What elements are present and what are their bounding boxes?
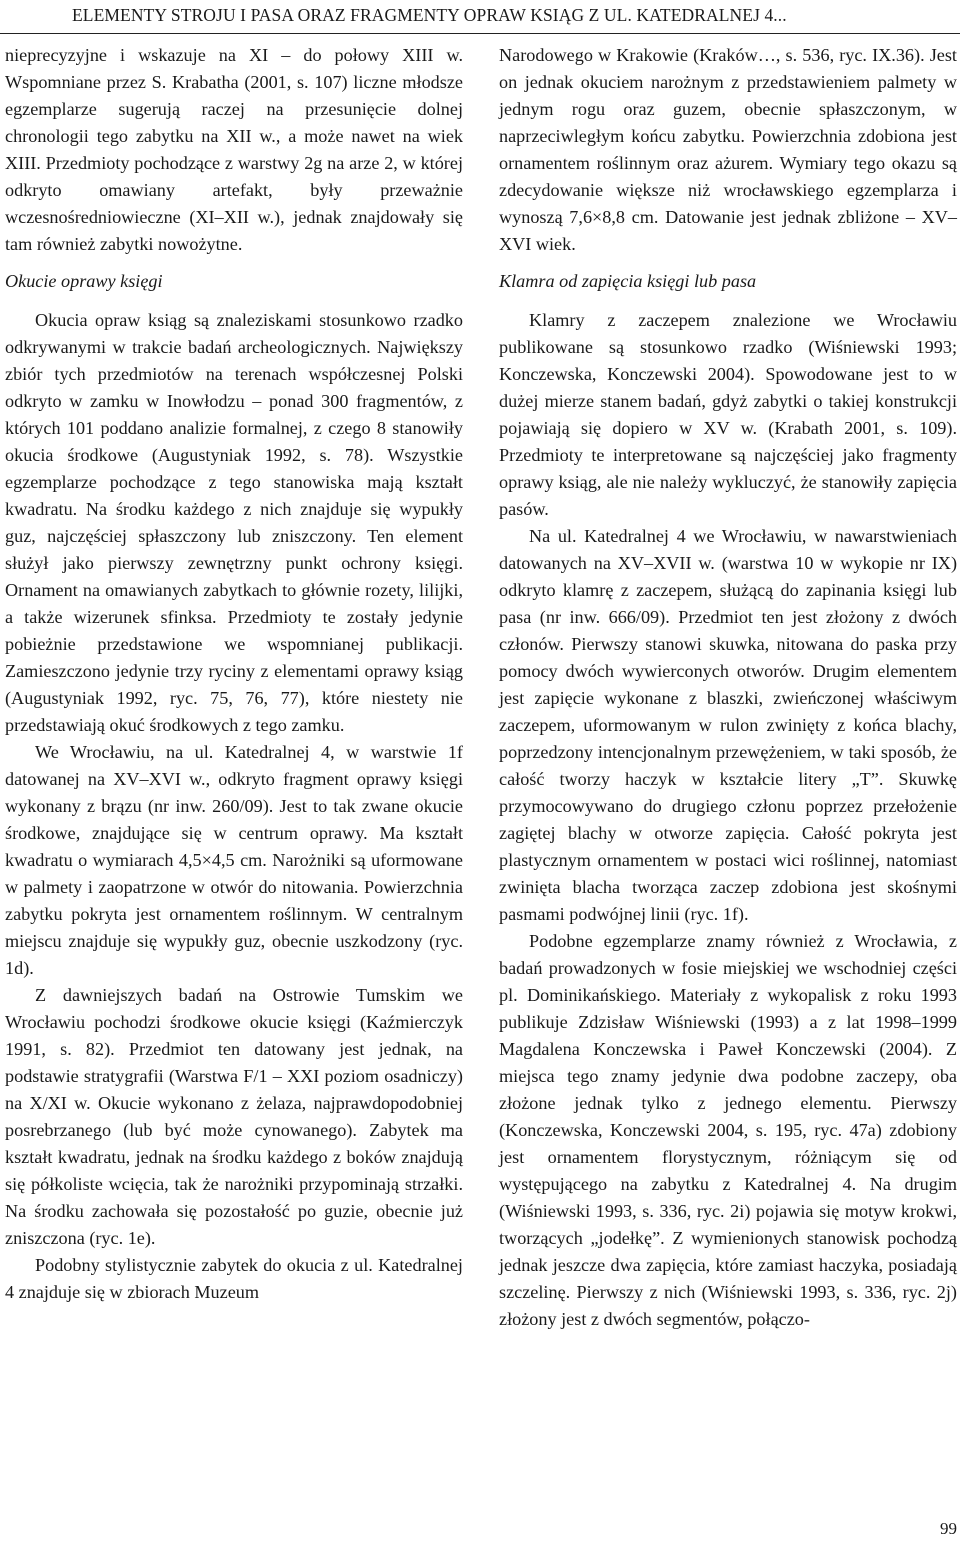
section-heading-clasp: Klamra od zapięcia księgi lub pasa [499, 271, 757, 291]
right-column [499, 42, 957, 1333]
paragraph-continued: nieprecyzyjne i wskazuje na XI – do połowy XIII w. Wspomniane przez S. Krabatha (2001, s. 107) liczne młodsze egzemplarze sugerują raczej na przesunięcie dolnej chronologii tego zabytku na XII w., a może nawet na wiek XIII. Przedmioty pochodzące z warstwy 2g na arze 2, w której odkryto omawiany artefakt, były przeważnie wczesnośredniowieczne (XI–XII w.), jednak znajdowały się tam również zabytki nowożytne. [5, 45, 463, 254]
paragraph: Z dawniejszych badań na Ostrowie Tumskim we Wrocławiu pochodzi środkowe okucie księgi (Kaźmierczyk 1991, s. 82). Przedmiot ten datowany jest jednak, na podstawie stratygrafii (Warstwa F/1 – XXI poziom osadniczy) na X/XI w. Okucie wykonano z żelaza, najprawdopodobniej posrebrzanego (lub być może cynowanego). Zabytek ma kształt kwadratu, jednak na środku każdego z boków znajdują się półkoliste wcięcia, tak że narożniki przypominają strzałki. Na środku zachowała się pozostałość po guzie, obecnie już zniszczona (ryc. 1e). [5, 985, 463, 1248]
paragraph: Podobne egzemplarze znamy również z Wrocławia, z badań prowadzonych w fosie miejskiej we wschodniej części pl. Dominikańskiego. Materiały z wykopalisk z roku 1993 publikuje Zdzisław Wiśniewski (1993) a z lat 1998–1999 Magdalena Konczewska i Paweł Konczewski (2004). Z miejsca tego znamy jedynie dwa podobne zaczepy, oba złożone jednak tylko z jednego elementu. Pierwszy (Konczewska, Konczewski 2004, s. 195, ryc. 47a) zdobiony jest ornamentem florystycznym, różniącym się od występującego na zabytku z Katedralnej 4. Na drugim (Wiśniewski 1993, s. 336, ryc. 2i) pojawia się motyw krokwi, tworzących „jodełkę”. Z wymienionych stanowisk pochodzą jednak jeszcze dwa zapięcia, które zamiast haczyka, posiadają szczelinę. Pierwszy z nich (Wiśniewski 1993, s. 336, ryc. 2j) złożony jest z dwóch segmentów, połączo- [499, 931, 957, 1329]
section-heading-book-fitting: Okucie oprawy księgi [5, 271, 163, 291]
running-head: ELEMENTY STROJU I PASA ORAZ FRAGMENTY OPRAW KSIĄG Z UL. KATEDRALNEJ 4... [72, 5, 787, 25]
page-number: 99 [940, 1519, 957, 1538]
paragraph: Podobny stylistycznie zabytek do okucia z ul. Katedralnej 4 znajduje się w zbiorach Muzeum [5, 1255, 463, 1302]
header-rule [0, 33, 960, 34]
left-column [5, 42, 463, 1306]
paragraph: We Wrocławiu, na ul. Katedralnej 4, w warstwie 1f datowanej na XV–XVI w., odkryto fragment oprawy księgi wykonany z brązu (nr inw. 260/09). Jest to tak zwane okucie środkowe, znajdujące się w centrum oprawy. Ma kształt kwadratu o wymiarach 4,5×4,5 cm. Narożniki są uformowane w palmety i zaopatrzone w otwór do nitowania. Powierzchnia zabytku pokryta jest ornamentem roślinnym. W centralnym miejscu znajduje się wypukły guz, obecnie uszkodzony (ryc. 1d). [5, 742, 463, 978]
paragraph: Okucia opraw ksiąg są znaleziskami stosunkowo rzadko odkrywanymi w trakcie badań archeologicznych. Największy zbiór tych przedmiotów na terenach współczesnej Polski odkryto w zamku w Inowłodzu – ponad 300 fragmentów, z których 101 poddano analizie formalnej, z czego 8 stanowiły okucia środkowe (Augustyniak 1992, s. 78). Wszystkie egzemplarze pochodzące z tego stanowiska mają kształt kwadratu. Na środku każdego z nich znajduje się wypukły guz, najczęściej spłaszczony lub zniszczony. Ten element służył jako pierwszy zewnętrzny punkt ochrony księgi. Ornament na omawianych zabytkach to głównie rozety, lilijki, a także wizerunek sfinksa. Przedmioty te zostały jedynie pobieżnie przedstawione we wspomnianej publikacji. Zamieszczono jedynie trzy ryciny z elementami oprawy ksiąg (Augustyniak 1992, ryc. 75, 76, 77), które niestety nie przedstawiają okuć środkowych z tego zamku. [5, 310, 463, 735]
paragraph-continued: Narodowego w Krakowie (Kraków…, s. 536, ryc. IX.36). Jest on jednak okuciem narożnym z przedstawieniem palmety w jednym rogu oraz guzem, obecnie spłaszczonym, w naprzeciwległym końcu zabytku. Powierzchnia zdobiona jest ornamentem roślinnym oraz ażurem. Wymiary tego okazu są zdecydowanie większe niż wrocławskiego egzemplarza i wynoszą 7,6×8,8 cm. Datowanie jest jednak zbliżone – XV–XVI wiek. [499, 45, 957, 254]
paragraph: Na ul. Katedralnej 4 we Wrocławiu, w nawarstwieniach datowanych na XV–XVII w. (warstwa 10 w wykopie nr IX) odkryto klamrę z zaczepem, służącą do zapinania księgi lub pasa (nr inw. 666/09). Przedmiot ten jest złożony z dwóch członów. Pierwszy stanowi skuwka, nitowana do paska przy pomocy dwóch wywierconych otworów. Drugim elementem jest zapięcie wykonane z blaszki, zwieńczonej właściwym zaczepem, uformowanym w rulon zwinięty z końca blachy, poprzedzony intencjonalnym przewężeniem, w taki sposób, że całość tworzy haczyk w kształcie litery „T”. Skuwkę przymocowywano do drugiego członu poprzez przełożenie zagiętej blachy w otworze zapięcia. Całość pokryta jest plastycznym ornamentem w postaci wici roślinnej, natomiast zwinięta blacha tworząca zaczep zdobiona jest skośnymi pasmami podwójnej linii (ryc. 1f). [499, 526, 957, 924]
paragraph: Klamry z zaczepem znalezione we Wrocławiu publikowane są stosunkowo rzadko (Wiśniewski 1993; Konczewska, Konczewski 2004). Spowodowane jest to w dużej mierze stanem badań, gdyż zabytki o takiej konstrukcji pojawiają się dopiero w XV w. (Krabath 2001, s. 109). Przedmioty te interpretowane są najczęściej jako fragmenty oprawy ksiąg, ale nie należy wykluczyć, że stanowiły zapięcia pasów. [499, 310, 957, 519]
